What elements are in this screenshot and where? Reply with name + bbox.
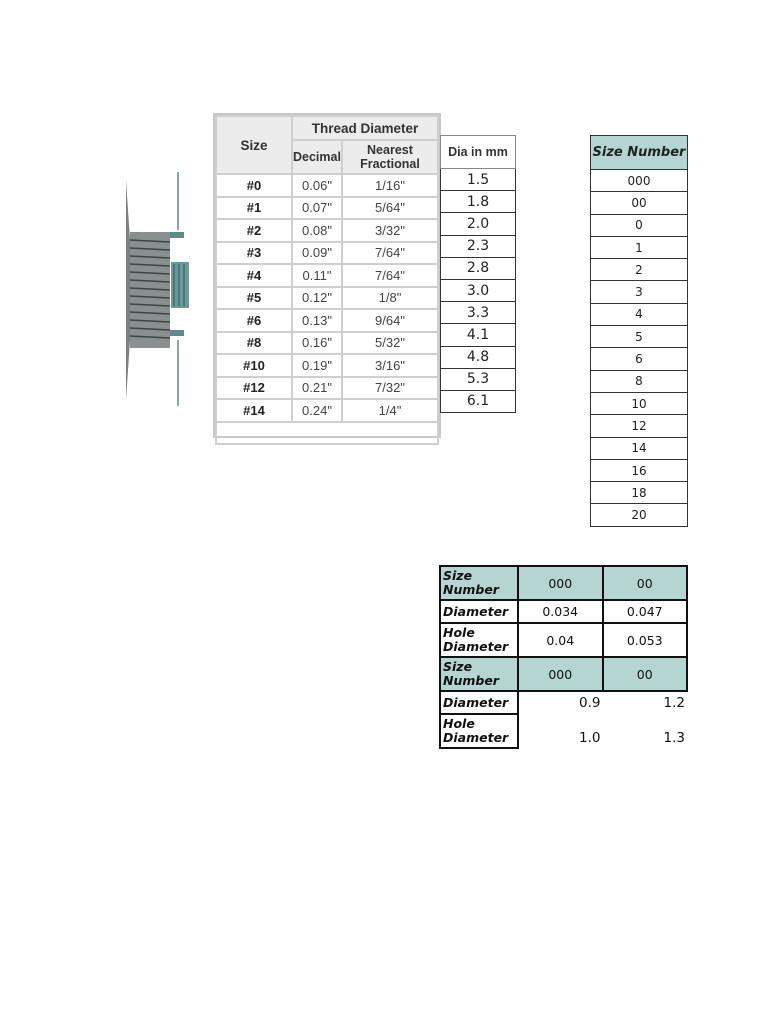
table-row [441,302,516,324]
table-row [216,399,438,422]
size-number-cell: 18 [591,482,688,504]
diameter-mm-cell: 0.9 [579,695,601,711]
decimal-cell: 0.08" [292,219,342,242]
size-cell: #10 [216,354,292,377]
hole-diameter-mm-cell: 1.3 [663,730,685,746]
dia-mm-cell: 4.8 [441,346,516,368]
decimal-cell: 0.13" [292,309,342,332]
dia-mm-cell: 1.5 [441,169,516,191]
table-row [591,236,688,258]
table-row [441,390,516,412]
decimal-cell: 0.21" [292,377,342,400]
hole-diameter-label: Hole Diameter [440,714,518,748]
table-row [441,169,516,191]
table-row [216,264,438,287]
table-row [591,214,688,236]
size-cell: 000 [518,657,603,691]
table-row [591,170,688,192]
size-cell: #8 [216,332,292,355]
fraction-cell: 1/4" [342,399,438,422]
size-comparison-table [439,565,688,749]
table-row [441,257,516,279]
size-cell: #6 [216,309,292,332]
table-row [591,192,688,214]
table-row [441,235,516,257]
table-row [441,324,516,346]
decimal-cell: 0.07" [292,197,342,220]
fraction-cell: 9/64" [342,309,438,332]
size-number-cell: 14 [591,437,688,459]
fraction-cell: 7/32" [342,377,438,400]
size-number-cell: 5 [591,326,688,348]
table-row [216,197,438,220]
table-row [216,174,438,197]
dia-mm-cell: 2.0 [441,213,516,235]
size-number-table [590,135,688,527]
table-row [441,213,516,235]
table-row [216,219,438,242]
size-number-cell: 0 [591,214,688,236]
dia-mm-column [440,135,516,413]
table-row [591,482,688,504]
size-cell: #2 [216,219,292,242]
decimal-cell: 0.11" [292,264,342,287]
size-cell: 000 [518,566,603,600]
table-row [591,303,688,325]
dia-mm-cell: 2.8 [441,257,516,279]
hole-diameter-mm-cell: 1.0 [579,730,601,746]
fraction-cell: 7/64" [342,242,438,265]
diameter-label: Diameter [440,600,518,623]
fraction-cell: 3/16" [342,354,438,377]
table-row [216,332,438,355]
fraction-cell: 1/8" [342,287,438,310]
size-number-header: Size Number [591,136,688,170]
fraction-cell: 7/64" [342,264,438,287]
decimal-cell: 0.16" [292,332,342,355]
screw-illustration [118,170,198,410]
table-row [441,279,516,301]
empty-cell [216,422,438,444]
table-row [216,309,438,332]
decimal-cell: 0.06" [292,174,342,197]
dia-mm-cell: 4.1 [441,324,516,346]
nearest-fractional-header: Nearest Fractional [342,140,438,174]
size-cell: #0 [216,174,292,197]
decimal-cell: 0.12" [292,287,342,310]
table-row [591,392,688,414]
size-number-cell: 00 [591,192,688,214]
table-row [591,415,688,437]
fraction-cell: 3/32" [342,219,438,242]
size-number-cell: 10 [591,392,688,414]
table-row [216,354,438,377]
table-row [591,259,688,281]
table-row [591,348,688,370]
size-cell: #5 [216,287,292,310]
size-number-cell: 8 [591,370,688,392]
size-number-cell: 6 [591,348,688,370]
size-cell: #1 [216,197,292,220]
size-number-label: Size Number [440,566,518,600]
thread-diameter-header: Thread Diameter [292,116,438,140]
table-row [441,368,516,390]
decimal-cell: 0.24" [292,399,342,422]
table-row-empty [216,422,438,444]
diameter-cell: 0.034 [518,600,603,623]
table-row [441,191,516,213]
size-cell: #3 [216,242,292,265]
hole-diameter-cell: 0.04 [518,623,603,657]
size-cell: #12 [216,377,292,400]
decimal-cell: 0.09" [292,242,342,265]
size-cell: #14 [216,399,292,422]
size-number-cell: 16 [591,459,688,481]
size-number-cell: 2 [591,259,688,281]
size-number-cell: 1 [591,236,688,258]
size-cell: #4 [216,264,292,287]
hole-diameter-label: Hole Diameter [440,623,518,657]
size-number-cell: 12 [591,415,688,437]
dia-mm-cell: 5.3 [441,368,516,390]
thread-diameter-table [213,113,441,438]
size-number-cell: 3 [591,281,688,303]
fraction-cell: 5/64" [342,197,438,220]
table-row [591,504,688,526]
dia-mm-header: Dia in mm [441,136,516,169]
table-row [441,346,516,368]
table-row [591,459,688,481]
table-row [591,281,688,303]
table-row [216,377,438,400]
table-row [216,287,438,310]
size-cell: 00 [603,657,688,691]
hole-diameter-cell: 0.053 [603,623,688,657]
size-number-label: Size Number [440,657,518,691]
dia-mm-cell: 6.1 [441,390,516,412]
table-row [591,326,688,348]
size-header: Size [216,116,292,174]
diameter-label: Diameter [440,691,518,714]
table-row [591,370,688,392]
size-number-cell: 20 [591,504,688,526]
dia-mm-cell: 2.3 [441,235,516,257]
decimal-cell: 0.19" [292,354,342,377]
size-cell: 00 [603,566,688,600]
diameter-cell: 0.047 [603,600,688,623]
dia-mm-cell: 3.3 [441,302,516,324]
diameter-mm-cell: 1.2 [663,695,685,711]
table-row [591,437,688,459]
decimal-header: Decimal [292,140,342,174]
fraction-cell: 1/16" [342,174,438,197]
size-number-cell: 4 [591,303,688,325]
dia-mm-cell: 3.0 [441,279,516,301]
fraction-cell: 5/32" [342,332,438,355]
table-row [216,242,438,265]
dia-mm-cell: 1.8 [441,191,516,213]
size-number-cell: 000 [591,170,688,192]
